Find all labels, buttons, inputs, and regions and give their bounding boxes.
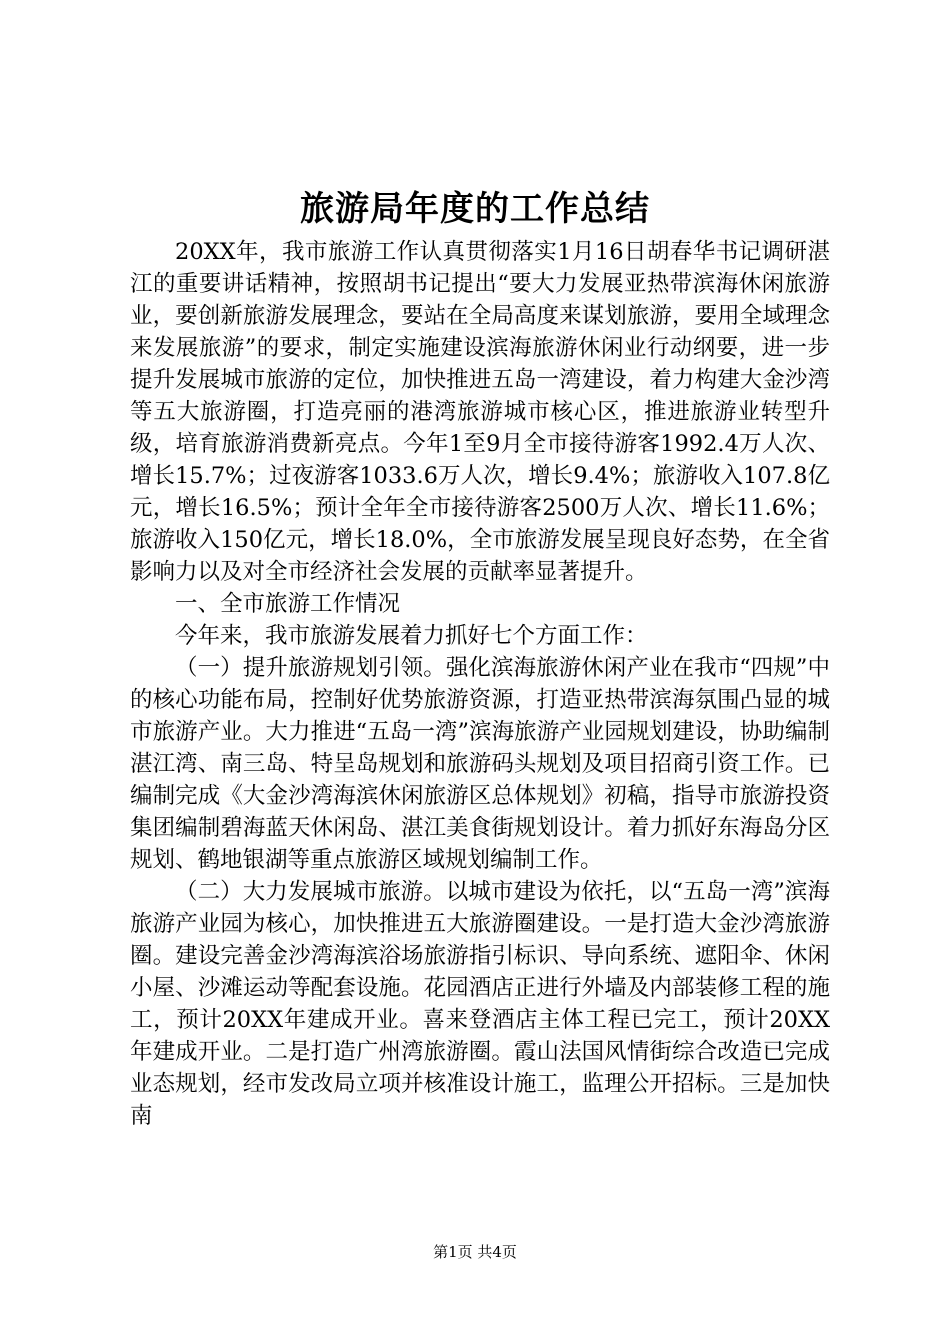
document-title: 旅游局年度的工作总结	[300, 189, 650, 229]
paragraph-item-1: （一）提升旅游规划引领。强化滨海旅游休闲产业在我市“四规”中的核心功能布局，控制好优势旅游资源，打造亚热带滨海氛围凸显的城市旅游产业。大力推进“五岛一湾”滨海旅游产业园规划建设，协助编制湛江湾、南三岛、特呈岛规划和旅游码头规划及项目招商引资工作。已编制完成《大金沙湾海滨休闲旅游区总体规划》初稿，指导市旅游投资集团编制碧海蓝天休闲岛、湛江美食街规划设计。着力抓好东海岛分区规划、鹤地银湖等重点旅游区域规划编制工作。	[130, 655, 830, 873]
page-footer: 第1页 共4页	[433, 1243, 517, 1261]
section-heading: 一、全市旅游工作情况	[175, 591, 401, 617]
paragraph-intro: 20XX年，我市旅游工作认真贯彻落实1月16日胡春华书记调研湛江的重要讲话精神，按照胡书记提出“要大力发展亚热带滨海休闲旅游业，要创新旅游发展理念，要站在全局高度来谋划旅游，要用全域理念来发展旅游”的要求，制定实施建设滨海旅游休闲业行动纲要，进一步提升发展城市旅游的定位，加快推进五岛一湾建设，着力构建大金沙湾等五大旅游圈，打造亮丽的港湾旅游城市核心区，推进旅游业转型升级，培育旅游消费新亮点。今年1至9月全市接待游客1992.4万人次、增长15.7%；过夜游客1033.6万人次，增长9.4%；旅游收入107.8亿元，增长16.5%；预计全年全市接待游客2500万人次、增长11.6%；旅游收入150亿元，增长18.0%，全市旅游发展呈现良好态势，在全省影响力以及对全市经济社会发展的贡献率显著提升。	[130, 239, 830, 585]
paragraph-item-2: （二）大力发展城市旅游。以城市建设为依托，以“五岛一湾”滨海旅游产业园为核心，加快推进五大旅游圈建设。一是打造大金沙湾旅游圈。建设完善金沙湾海滨浴场旅游指引标识、导向系统、遮阳伞、休闲小屋、沙滩运动等配套设施。花园酒店正进行外墙及内部装修工程的施工，预计20XX年建成开业。喜来登酒店主体工程已完工，预计20XX年建成开业。二是打造广州湾旅游圈。霞山法国风情街综合改造已完成业态规划，经市发改局立项并核准设计施工，监理公开招标。三是加快南	[130, 879, 830, 1129]
document-body	[130, 236, 830, 1132]
paragraph-overview: 今年来，我市旅游发展着力抓好七个方面工作：	[175, 623, 648, 649]
